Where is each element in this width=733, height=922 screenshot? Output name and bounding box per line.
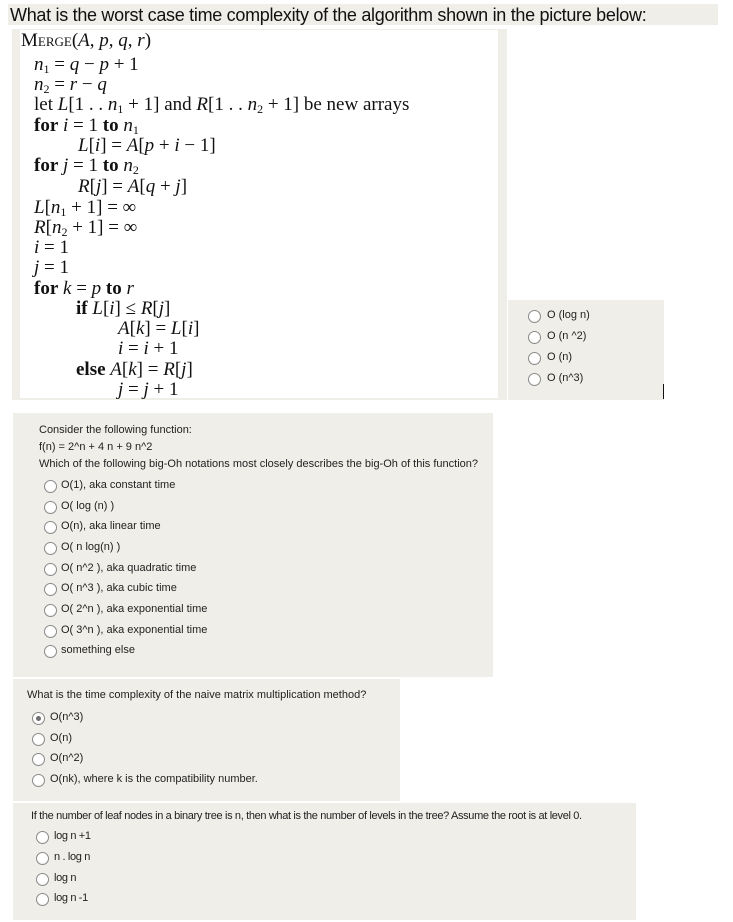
q3-panel bbox=[13, 679, 400, 801]
q4-option-label-0[interactable]: log n +1 bbox=[54, 830, 91, 842]
q3-radio-2[interactable] bbox=[32, 753, 45, 766]
q2-radio-8[interactable] bbox=[44, 645, 57, 658]
q2-radio-0[interactable] bbox=[44, 480, 57, 493]
q4-option-label-2[interactable]: log n bbox=[54, 872, 77, 884]
code-line-let: let L[1 . . $n_1 + 1$] and R[1 . . $n_2 + 1$] be new arrays bbox=[34, 94, 410, 116]
code-line-R-assign: R[j] = A[q + j] bbox=[78, 176, 188, 197]
q1-option-label-3[interactable]: O (n^3) bbox=[547, 372, 584, 384]
code-line-n1: $n_1 = q - p + 1$ bbox=[34, 54, 139, 76]
q2-radio-5[interactable] bbox=[44, 583, 57, 596]
q1-option-label-1[interactable]: O (n ^2) bbox=[547, 330, 587, 342]
q1-options-panel bbox=[508, 300, 664, 400]
q1-radio-3[interactable] bbox=[528, 373, 541, 386]
code-line-else: else A[k] = R[j] bbox=[76, 359, 193, 380]
q4-radio-2[interactable] bbox=[36, 873, 49, 886]
q4-panel bbox=[13, 803, 636, 920]
q4-radio-3[interactable] bbox=[36, 893, 49, 906]
code-line-for-k: for k = p to r bbox=[34, 278, 134, 299]
code-line-for-j: for j = 1 to $n_2$ bbox=[34, 155, 139, 177]
q2-option-label-7[interactable]: O( 3^n ), aka exponential time bbox=[61, 624, 208, 636]
q3-radio-3[interactable] bbox=[32, 774, 45, 787]
code-line-n2: $n_2 = r - q$ bbox=[34, 74, 107, 96]
merge-pseudocode-image bbox=[20, 30, 498, 398]
q1-option-label-0[interactable]: O (log n) bbox=[547, 309, 590, 321]
code-line-title: Merge(A, p, q, r) bbox=[21, 30, 152, 51]
q3-option-label-3[interactable]: O(nk), where k is the compatibility number. bbox=[50, 773, 258, 785]
q2-radio-3[interactable] bbox=[44, 542, 57, 555]
q1-option-label-2[interactable]: O (n) bbox=[547, 351, 573, 363]
q1-radio-1[interactable] bbox=[528, 331, 541, 344]
code-line-L-assign: L[i] = A[p + i − 1] bbox=[78, 135, 216, 156]
code-line-L-sentinel: $L[n_1 + 1]$ = ∞ bbox=[34, 197, 137, 219]
code-line-if: if L[i] ≤ R[j] bbox=[76, 298, 171, 319]
q1-radio-0[interactable] bbox=[528, 310, 541, 323]
question-header bbox=[8, 4, 718, 25]
q1-radio-2[interactable] bbox=[528, 352, 541, 365]
q2-panel bbox=[13, 413, 493, 677]
q4-radio-1[interactable] bbox=[36, 852, 49, 865]
q2-option-label-3[interactable]: O( n log(n) ) bbox=[61, 541, 121, 553]
q3-question: What is the time complexity of the naive matrix multiplication method? bbox=[27, 689, 367, 701]
q2-option-label-0[interactable]: O(1), aka constant time bbox=[61, 479, 176, 491]
q2-option-label-4[interactable]: O( n^2 ), aka quadratic time bbox=[61, 562, 197, 574]
q2-radio-4[interactable] bbox=[44, 563, 57, 576]
q2-question: Which of the following big-Oh notations most closely describes the big-Oh of this function? bbox=[39, 458, 479, 470]
code-line-j-init: j = 1 bbox=[34, 257, 69, 278]
q4-option-label-1[interactable]: n . log n bbox=[54, 851, 90, 863]
q4-question: If the number of leaf nodes in a binary tree is n, then what is the number of levels in the tree? Assume the root is at level 0. bbox=[31, 810, 582, 822]
q2-radio-2[interactable] bbox=[44, 521, 57, 534]
code-line-j-inc: j = j + 1 bbox=[118, 379, 179, 400]
q3-option-label-0[interactable]: O(n^3) bbox=[50, 711, 84, 723]
q2-option-label-5[interactable]: O( n^3 ), aka cubic time bbox=[61, 582, 177, 594]
q3-option-label-1[interactable]: O(n) bbox=[50, 732, 72, 744]
q2-function: f(n) = 2^n + 4 n + 9 n^2 bbox=[39, 441, 153, 453]
q2-intro: Consider the following function: bbox=[39, 424, 192, 436]
q2-radio-1[interactable] bbox=[44, 501, 57, 514]
q3-option-label-2[interactable]: O(n^2) bbox=[50, 752, 84, 764]
code-line-A-from-L: A[k] = L[i] bbox=[118, 318, 200, 339]
q2-radio-7[interactable] bbox=[44, 625, 57, 638]
code-line-i-init: i = 1 bbox=[34, 237, 69, 258]
code-image-frame bbox=[12, 29, 507, 400]
q3-radio-0-selected[interactable] bbox=[32, 712, 45, 725]
q2-option-label-1[interactable]: O( log (n) ) bbox=[61, 500, 115, 512]
q2-option-label-2[interactable]: O(n), aka linear time bbox=[61, 520, 161, 532]
q2-radio-6[interactable] bbox=[44, 604, 57, 617]
code-line-for-i: for i = 1 to $n_1$ bbox=[34, 115, 139, 137]
question-text: What is the worst case time complexity of the algorithm shown in the picture below: bbox=[10, 5, 647, 25]
q2-option-label-8[interactable]: something else bbox=[61, 644, 135, 656]
q4-option-label-3[interactable]: log n -1 bbox=[54, 892, 88, 904]
q4-radio-0[interactable] bbox=[36, 831, 49, 844]
code-line-R-sentinel: $R[n_2 + 1]$ = ∞ bbox=[34, 217, 138, 239]
q3-radio-1[interactable] bbox=[32, 733, 45, 746]
text-cursor bbox=[663, 384, 664, 399]
q2-option-label-6[interactable]: O( 2^n ), aka exponential time bbox=[61, 603, 208, 615]
code-line-i-inc: i = i + 1 bbox=[118, 338, 179, 359]
